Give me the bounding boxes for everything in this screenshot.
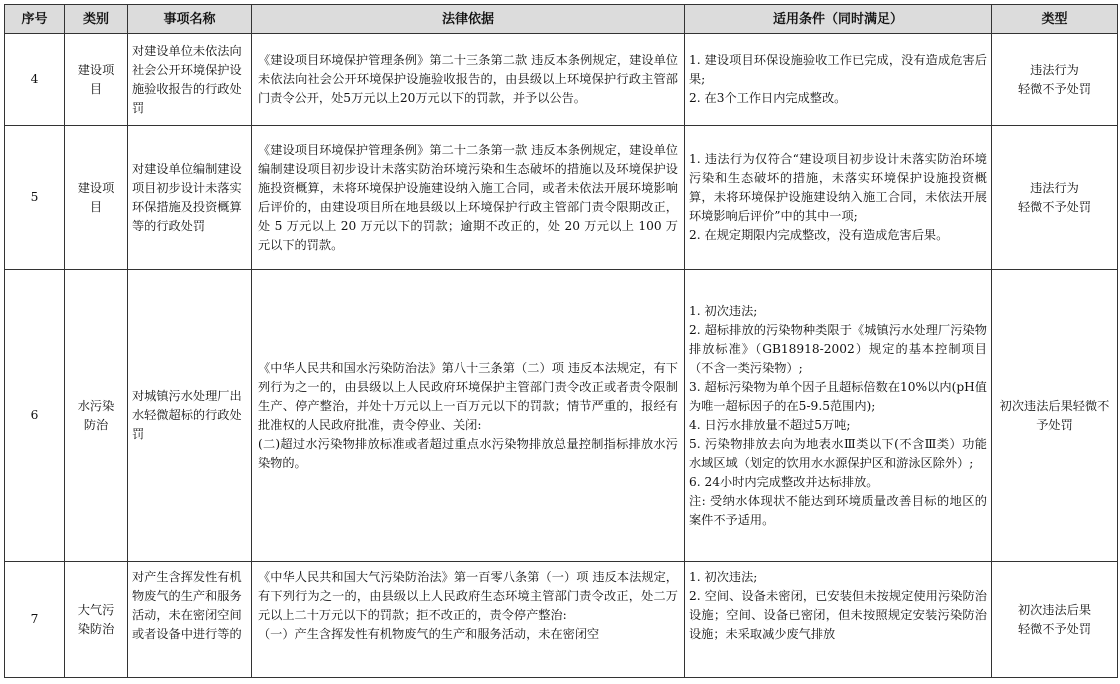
row-item-name: 对建设单位编制建设项目初步设计未落实环保措施及投资概算等的行政处罚 <box>128 126 252 270</box>
condition-item: 5. 污染物排放去向为地表水Ⅲ类以下(不含Ⅲ类）功能水域区域（划定的饮用水水源保护区和游泳区除外）; <box>689 436 987 470</box>
legal-basis-paragraph: 《建设项目环境保护管理条例》第二十二条第一款 违反本条例规定，建设单位编制建设项目初步设计未落实防治环境污染和生态破坏的措施以及环境保护设施投资概算，未将环境保护设施建设纳入施工合同，或者未依法开展环境影响后评价的，由建设项目所在地县级以上环境保护行政主管部门责令限期改正，处 5 万元以上 20 万元以下的罚款；逾期不改正的，处 20 万元以上 100 万元以下的罚款。 <box>258 142 678 252</box>
legal-basis-paragraph: 《建设项目环境保护管理条例》第二十三条第二款 违反本条例规定，建设单位未依法向社会公开环境保护设施验收报告的，由县级以上环境保护行政主管部门责令公开，处5万元以上20万元以下的罚款，并予以公告。 <box>258 53 678 105</box>
table-row <box>5 270 1118 562</box>
condition-item: 3. 超标污染物为单个因子且超标倍数在10%以内(pH值为唯一超标因子的在5-9.5范围内); <box>689 379 987 413</box>
type-line: 轻微不予处罚 <box>1017 621 1092 636</box>
legal-basis-paragraph: (二)超过水污染物排放标准或者超过重点水污染物排放总量控制指标排放水污染物的。 <box>258 436 678 470</box>
row-seq: 5 <box>5 126 65 270</box>
row-legal-basis <box>252 126 685 270</box>
row-item-name: 对建设单位未依法向社会公开环境保护设施验收报告的行政处罚 <box>128 34 252 126</box>
type-line: 违法行为 <box>1030 180 1079 195</box>
type-line: 轻微不予处罚 <box>1017 81 1092 96</box>
row-conditions <box>685 34 992 126</box>
condition-item: 2. 超标排放的污染物种类限于《城镇污水处理厂污染物排放标准》（GB18918-2002）规定的基本控制项目（不含一类污染物）; <box>689 322 987 375</box>
condition-item: 4. 日污水排放量不超过5万吨; <box>689 417 851 432</box>
table-row <box>5 34 1118 126</box>
condition-item: 2. 在3个工作日内完成整改。 <box>689 91 847 105</box>
type-line: 违法行为 <box>1030 62 1079 77</box>
row-item-name <box>128 562 252 678</box>
spacer <box>132 562 247 568</box>
condition-item: 1. 初次违法; <box>689 570 758 584</box>
row-legal-basis <box>252 34 685 126</box>
item-name-text: 对产生含挥发性有机物废气的生产和服务活动，未在密闭空间或者设备中进行等的 <box>132 570 242 641</box>
condition-item: 2. 空间、设备未密闭，已安装但未按规定使用污染防治设施；空间、设备已密闭，但未按照规定安装污染防治设施；未采取减少废气排放 <box>689 589 987 641</box>
legal-basis-paragraph: 《中华人民共和国水污染防治法》第八十三条第（二）项 违反本法规定，有下列行为之一的，由县级以上人民政府环境保护主管部门责令改正或者责令限制生产、停产整治，并处十万元以上一百万元以下的罚款；情节严重的，报经有批准权的人民政府批准，责令停业、关闭: <box>258 360 678 432</box>
type-line: 初次违法后果 <box>1017 602 1092 617</box>
row-item-name: 对城镇污水处理厂出水轻微超标的行政处罚 <box>128 270 252 562</box>
row-type <box>992 562 1118 678</box>
row-type <box>992 270 1118 562</box>
row-seq: 6 <box>5 270 65 562</box>
condition-item: 1. 违法行为仅符合“建设项目初步设计未落实防治环境污染和生态破坏的措施，未落实环境保护设施投资概算，未将环境保护设施建设纳入施工合同，未依法开展环境影响后评价”中的其中一项; <box>689 152 987 223</box>
row-legal-basis <box>252 270 685 562</box>
type-line: 轻微不予处罚 <box>1017 199 1092 214</box>
row-conditions <box>685 562 992 678</box>
row-seq: 7 <box>5 562 65 678</box>
row-legal-basis <box>252 562 685 678</box>
header-row <box>5 5 1118 34</box>
condition-item: 1. 建设项目环保设施验收工作已完成，没有造成危害后果; <box>689 53 987 86</box>
legal-basis-paragraph: 《中华人民共和国大气污染防治法》第一百零八条第（一）项 违反本法规定，有下列行为之一的，由县级以上人民政府生态环境主管部门责令改正，处二万元以上二十万元以下的罚款；拒不改正的，责令停产整治: <box>258 570 678 622</box>
table-row <box>5 562 1118 678</box>
row-type <box>992 34 1118 126</box>
row-category: 水污染防治 <box>65 270 128 562</box>
row-conditions <box>685 126 992 270</box>
legal-basis-paragraph: （一）产生含挥发性有机物废气的生产和服务活动，未在密闭空 <box>258 627 600 641</box>
row-category: 建设项目 <box>65 126 128 270</box>
header-item-name: 事项名称 <box>128 5 252 34</box>
header-type: 类型 <box>992 5 1118 34</box>
row-type <box>992 126 1118 270</box>
condition-item: 6. 24小时内完成整改并达标排放。 <box>689 474 879 489</box>
row-conditions <box>685 270 992 562</box>
condition-item: 1. 初次违法; <box>689 303 758 318</box>
row-category: 建设项目 <box>65 34 128 126</box>
condition-item: 2. 在规定期限内完成整改，没有造成危害后果。 <box>689 228 949 242</box>
row-seq: 4 <box>5 34 65 126</box>
header-seq: 序号 <box>5 5 65 34</box>
header-legal-basis: 法律依据 <box>252 5 685 34</box>
header-category: 类别 <box>65 5 128 34</box>
penalty-table <box>4 4 1118 678</box>
table-row <box>5 126 1118 270</box>
header-conditions: 适用条件（同时满足） <box>685 5 992 34</box>
condition-note: 注: 受纳水体现状不能达到环境质量改善目标的地区的案件不予适用。 <box>689 493 987 527</box>
row-category: 大气污染防治 <box>65 562 128 678</box>
type-line: 初次违法后果轻微不予处罚 <box>999 398 1110 432</box>
